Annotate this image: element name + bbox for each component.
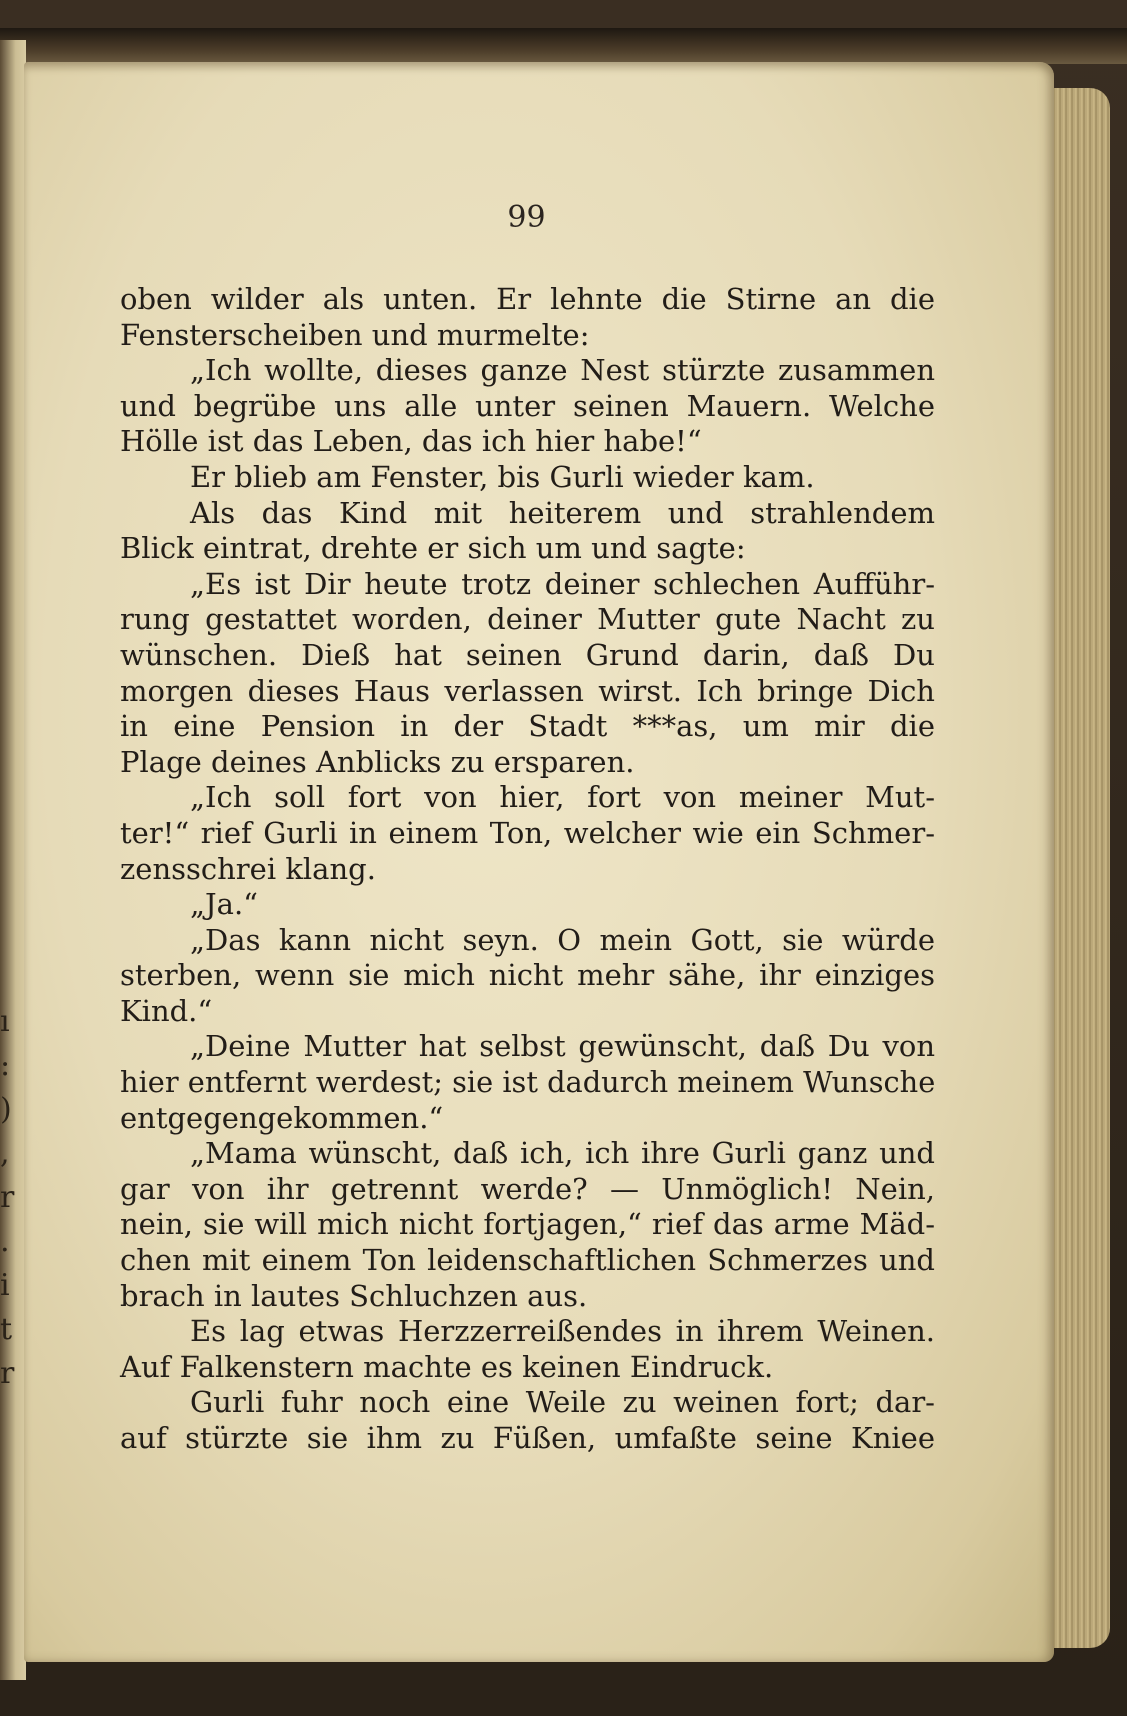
text-line: auf stürzte sie ihm zu Füßen, umfaßte seine Kniee <box>120 1421 935 1455</box>
text-line: zensschrei klang. <box>120 851 376 886</box>
page-number: 99 <box>507 200 546 235</box>
margin-mark: t <box>0 1312 13 1347</box>
text-line: „Ja.“ <box>190 887 258 922</box>
text-line: Kind.“ <box>120 993 213 1028</box>
text-line: Es lag etwas Herzzerreißendes in ihrem Weinen. <box>190 1314 935 1349</box>
margin-mark: ı <box>0 1004 10 1039</box>
text-line: „Das kann nicht seyn. O mein Gott, sie würde <box>190 922 935 957</box>
text-line: Hölle ist das Leben, das ich hier habe!“ <box>120 424 702 459</box>
text-line: rung gestattet worden, deiner Mutter gute Nacht zu <box>120 602 935 637</box>
margin-mark: r <box>0 1180 15 1215</box>
text-line: wünschen. Dieß hat seinen Grund darin, daß Du <box>120 637 935 672</box>
text-line: „Ich wollte, dieses ganze Nest stürzte zusammen <box>190 353 935 388</box>
text-line: ter!“ rief Gurli in einem Ton, welcher wie ein Schmer- <box>120 815 935 850</box>
text-line: morgen dieses Haus verlassen wirst. Ich bringe Dich <box>120 673 935 708</box>
text-line: hier entfernt werdest; sie ist dadurch meinem Wunsche <box>120 1065 936 1100</box>
page-text <box>120 282 935 1457</box>
text-line: Blick eintrat, drehte er sich um und sagte: <box>120 531 746 566</box>
text-line: oben wilder als unten. Er lehnte die Stirne an die <box>120 282 935 316</box>
text-line: sterben, wenn sie mich nicht mehr sähe, ihr einziges <box>120 958 935 993</box>
text-line: in eine Pension in der Stadt ***as, um mir die <box>120 709 935 744</box>
text-line: „Ich soll fort von hier, fort von meiner Mut- <box>190 780 935 815</box>
text-line: „Mama wünscht, daß ich, ich ihre Gurli ganz und <box>190 1136 935 1171</box>
text-line: entgegengekommen.“ <box>120 1100 444 1135</box>
text-line: gar von ihr getrennt werde? — Unmöglich! Nein, <box>120 1171 935 1206</box>
book-page <box>24 62 1054 1662</box>
text-line: brach in lautes Schluchzen aus. <box>120 1278 588 1313</box>
text-line: chen mit einem Ton leidenschaftlichen Schmerzes und <box>120 1243 935 1278</box>
text-line: nein, sie will mich nicht fortjagen,“ rief das arme Mäd- <box>120 1207 935 1242</box>
page-edges <box>1050 88 1110 1648</box>
margin-mark: ) <box>0 1092 12 1127</box>
previous-page-margin <box>0 1000 14 1440</box>
margin-mark: , <box>0 1136 10 1171</box>
text-line: „Es ist Dir heute trotz deiner schlechen Aufführ- <box>190 566 935 601</box>
book-top-edge <box>0 28 1127 64</box>
text-line: Auf Falkenstern machte es keinen Eindruck. <box>120 1349 774 1384</box>
text-line: Fensterscheiben und murmelte: <box>120 317 590 352</box>
margin-mark: . <box>0 1224 10 1259</box>
text-line: Als das Kind mit heiterem und strahlendem <box>190 495 935 530</box>
text-line: Er blieb am Fenster, bis Gurli wieder kam. <box>190 459 815 494</box>
margin-mark: i <box>0 1268 10 1303</box>
text-line: Plage deines Anblicks zu ersparen. <box>120 744 635 779</box>
text-line: „Deine Mutter hat selbst gewünscht, daß Du von <box>190 1029 935 1064</box>
text-line: und begrübe uns alle unter seinen Mauern. Welche <box>120 388 935 423</box>
text-line: Gurli fuhr noch eine Weile zu weinen fort; dar- <box>190 1385 935 1420</box>
margin-mark: : <box>0 1048 11 1083</box>
margin-mark: r <box>0 1356 15 1391</box>
